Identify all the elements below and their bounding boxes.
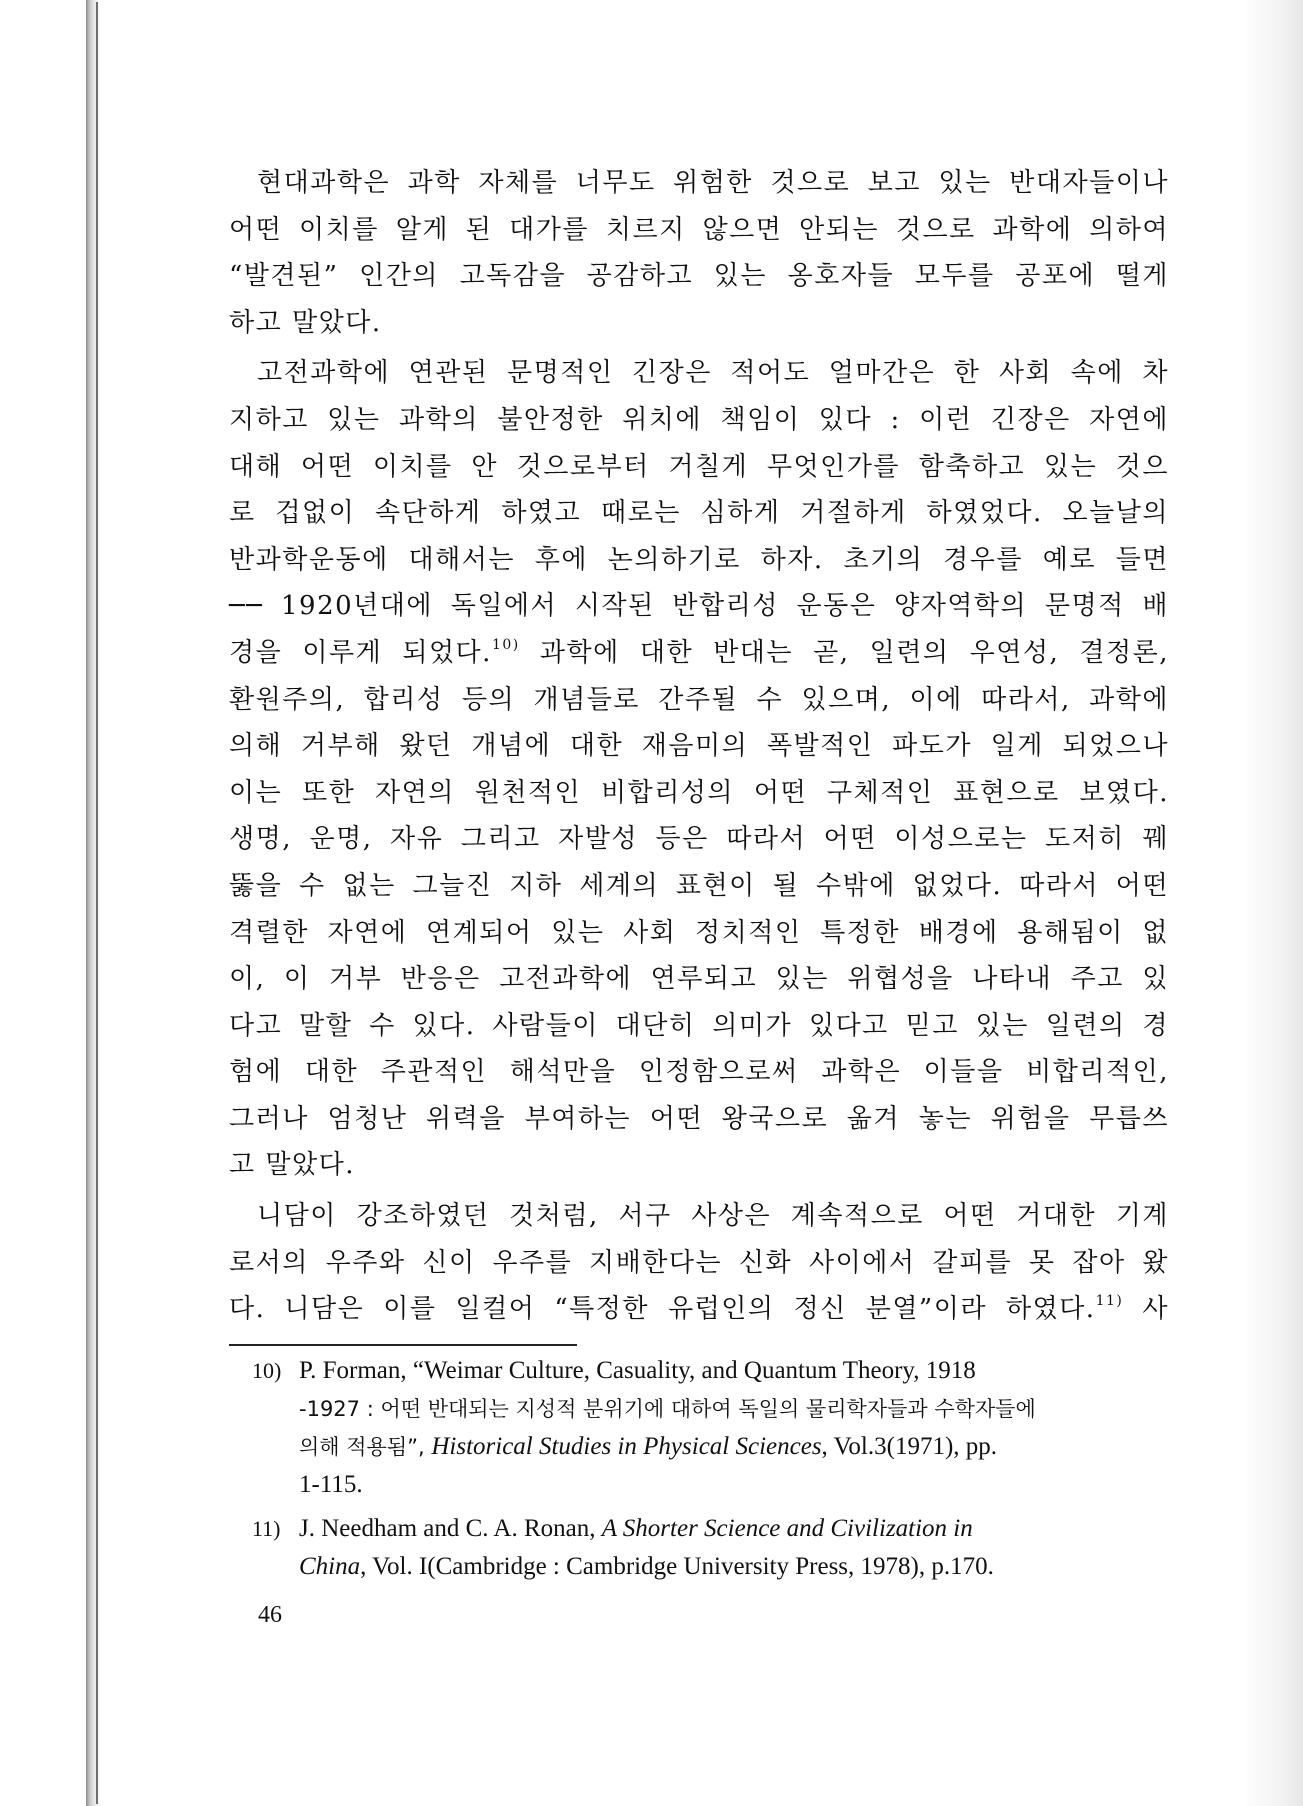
text-line: 환원주의, 합리성 등의 개념들로 간주될 수 있으며, 이에 따라서, 과학에 [229, 684, 1169, 715]
text-line: 격렬한 자연에 연계되어 있는 사회 정치적인 특정한 배경에 용해됨이 없 [229, 917, 1169, 948]
footnote-line [299, 1510, 1172, 1548]
text-segment: 과학에 대한 반대는 곧, 일련의 우연성, 결정론, [539, 637, 1169, 668]
page-number: 46 [258, 1602, 282, 1628]
text-line: “발견된” 인간의 고독감을 공감하고 있는 옹호자들 모두를 공포에 떨게 [229, 261, 1169, 292]
footnote-segment: , Vol.3(1971), pp. [821, 1433, 998, 1460]
footnote-line: P. Forman, “Weimar Culture, Casuality, and Quantum Theory, 1918 [299, 1357, 976, 1384]
text-line: 그러나 엄청난 위력을 부여하는 어떤 왕국으로 옮겨 놓는 위험을 무릅쓰 [229, 1103, 1169, 1134]
text-line: 험에 대한 주관적인 해석만을 인정함으로써 과학은 이들을 비합리적인, [229, 1057, 1169, 1088]
text-line: 뚫을 수 없는 그늘진 지하 세계의 표현이 될 수밖에 없었다. 따라서 어떤 [229, 870, 1169, 901]
body-text [229, 160, 1169, 1337]
footnote-11 [252, 1510, 1172, 1586]
footnote-ref-10: 10) [491, 636, 520, 653]
book-title: China [299, 1553, 361, 1580]
footnote-line [299, 1428, 1172, 1466]
footnote-line [299, 1548, 1172, 1586]
text-line: 고전과학에 연관된 문명적인 긴장은 적어도 얼마간은 한 사회 속에 차 [257, 358, 1169, 389]
footnote-segment: , Vol. I(Cambridge : Cambridge University Press, 1978), p.170. [360, 1553, 994, 1580]
footnote-segment: 의해 적용됨”, [299, 1435, 432, 1459]
text-line: 어떤 이치를 알게 된 대가를 치르지 않으면 안되는 것으로 과학에 의하여 [229, 214, 1169, 245]
text-line: 의해 거부해 왔던 개념에 대한 재음미의 폭발적인 파도가 일게 되었으나 [229, 731, 1169, 762]
text-line: 지하고 있는 과학의 불안정한 위치에 책임이 있다 : 이런 긴장은 자연에 [229, 404, 1169, 435]
footnote-number: 11) [252, 1516, 281, 1541]
book-title: A Shorter Science and Civilization in [601, 1515, 973, 1542]
text-line: 이는 또한 자연의 원천적인 비합리성의 어떤 구체적인 표현으로 보였다. [229, 777, 1169, 808]
journal-title: Historical Studies in Physical Sciences [431, 1433, 822, 1460]
footnote-10 [252, 1352, 1172, 1504]
text-line: 하고 말았다. [229, 307, 382, 338]
paragraph-3 [229, 1193, 1169, 1333]
footnote-ref-11: 11) [1095, 1293, 1124, 1310]
footnote-line: -1927 : 어떤 반대되는 지성적 분위기에 대하여 독일의 물리학자들과 수학자들에 [299, 1397, 1036, 1421]
footnote-number: 10) [252, 1358, 282, 1383]
text-line-with-footnote [229, 630, 1169, 677]
text-line: 로 겁없이 속단하게 하였고 때로는 심하게 거절하게 하였었다. 오늘날의 [229, 498, 1169, 529]
text-line: 다고 말할 수 있다. 사람들이 대단히 의미가 있다고 믿고 있는 일련의 경 [229, 1010, 1169, 1041]
page-border-line [96, 2, 98, 1804]
text-segment: 사 [1142, 1294, 1169, 1325]
text-line: 고 말았다. [229, 1150, 355, 1181]
text-line: ── 1920년대에 독일에서 시작된 반합리성 운동은 양자역학의 문명적 배 [229, 591, 1169, 622]
text-line: 반과학운동에 대해서는 후에 논의하기로 하자. 초기의 경우를 예로 들면 [229, 544, 1169, 575]
text-line: 대해 어떤 이치를 안 것으로부터 거칠게 무엇인가를 함축하고 있는 것으 [229, 451, 1169, 482]
text-segment: 경을 이루게 되었다. [229, 637, 492, 668]
text-segment: 다. 니담은 이를 일컬어 “특정한 유럽인의 정신 분열”이라 하였다. [229, 1294, 1096, 1325]
footnote-divider [229, 1344, 577, 1346]
footnotes [252, 1352, 1172, 1592]
text-line: 이, 이 거부 반응은 고전과학에 연루되고 있는 위협성을 나타내 주고 있 [229, 964, 1169, 995]
footnote-segment: J. Needham and C. A. Ronan, [299, 1515, 602, 1542]
text-line-with-footnote [229, 1286, 1169, 1333]
paragraph-2 [229, 350, 1169, 1189]
text-line: 생명, 운명, 자유 그리고 자발성 등은 따라서 어떤 이성으로는 도저히 꿰 [229, 824, 1169, 855]
paragraph-1 [229, 160, 1169, 346]
page-right-shade [1243, 0, 1303, 1806]
text-line: 니담이 강조하였던 것처럼, 서구 사상은 계속적으로 어떤 거대한 기계 [257, 1201, 1169, 1232]
text-line: 현대과학은 과학 자체를 너무도 위험한 것으로 보고 있는 반대자들이나 [257, 168, 1169, 198]
text-line: 로서의 우주와 신이 우주를 지배한다는 신화 사이에서 갈피를 못 잡아 왔 [229, 1247, 1169, 1278]
footnote-line: 1-115. [299, 1471, 363, 1498]
